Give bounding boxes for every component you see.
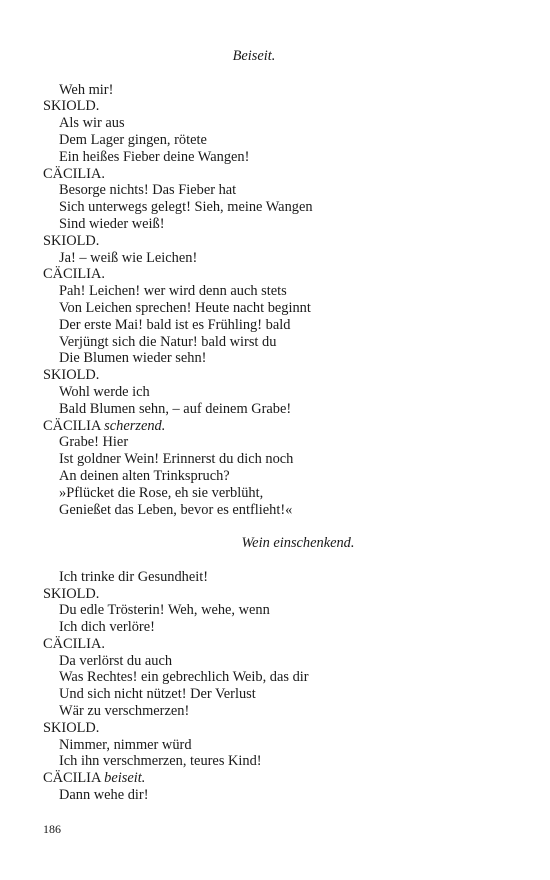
blank-line xyxy=(43,65,503,82)
verse-line: Ein heißes Fieber deine Wangen! xyxy=(59,148,250,165)
verse-line: Pah! Leichen! wer wird denn auch stets xyxy=(59,283,287,300)
stage-direction: Wein einschenkend. xyxy=(241,535,355,552)
verse-line: Weh mir! xyxy=(59,81,114,98)
speaker-label: CÄCILIA xyxy=(43,417,101,434)
verse-line: Als wir aus xyxy=(59,115,125,132)
speaker-label: CÄCILIA. xyxy=(43,266,105,283)
speaker-name xyxy=(43,266,503,283)
speaker-name xyxy=(43,166,503,183)
speaker-name xyxy=(43,98,503,115)
inline-stage-direction: scherzend. xyxy=(104,417,166,434)
verse-line: Sind wieder weiß! xyxy=(59,215,165,232)
verse-line: Besorge nichts! Das Fieber hat xyxy=(59,182,237,199)
verse-line: Bald Blumen sehn, – auf deinem Grabe! xyxy=(59,400,292,417)
speaker-name xyxy=(43,770,503,787)
verse-line: Ja! – weiß wie Leichen! xyxy=(59,249,198,266)
verse-line: Ist goldner Wein! Erinnerst du dich noch xyxy=(59,451,294,468)
stage-direction: Beiseit. xyxy=(232,48,276,64)
speaker-label: SKIOLD. xyxy=(43,719,100,736)
verse-line: Sich unterwegs gelegt! Sieh, meine Wangen xyxy=(59,199,313,216)
speaker-name xyxy=(43,720,503,737)
page-number: 186 xyxy=(43,822,61,836)
verse-line: Was Rechtes! ein gebrechlich Weib, das dir xyxy=(59,669,309,686)
verse-line: Der erste Mai! bald ist es Frühling! bald xyxy=(59,316,291,333)
play-text xyxy=(43,48,503,804)
speaker-name xyxy=(43,586,503,603)
verse-line: Ich trinke dir Gesundheit! xyxy=(59,568,209,585)
verse-line: Wär zu verschmerzen! xyxy=(59,703,190,720)
verse-line: Von Leichen sprechen! Heute nacht beginnt xyxy=(59,299,311,316)
verse-line: Und sich nicht nützet! Der Verlust xyxy=(59,686,256,703)
speaker-name xyxy=(43,636,503,653)
verse-line: Dem Lager gingen, rötete xyxy=(59,131,207,148)
speaker-name xyxy=(43,233,503,250)
verse-line: Du edle Trösterin! Weh, wehe, wenn xyxy=(59,602,270,619)
speaker-label: CÄCILIA. xyxy=(43,165,105,182)
speaker-label: SKIOLD. xyxy=(43,232,100,249)
verse-line: Verjüngt sich die Natur! bald wirst du xyxy=(59,333,277,350)
verse-line: Genießet das Leben, bevor es entflieht!« xyxy=(59,501,293,518)
speaker-label: SKIOLD. xyxy=(43,585,100,602)
inline-stage-direction: beiseit. xyxy=(104,770,146,787)
speaker-label: CÄCILIA. xyxy=(43,635,105,652)
verse-line: An deinen alten Trinkspruch? xyxy=(59,467,230,484)
blank-line xyxy=(43,518,503,535)
blank-line xyxy=(43,552,503,569)
verse-line: Ich ihn verschmerzen, teures Kind! xyxy=(59,753,262,770)
verse-line: Da verlörst du auch xyxy=(59,652,173,669)
verse-line: Wohl werde ich xyxy=(59,383,150,400)
verse-line: Ich dich verlöre! xyxy=(59,619,155,636)
speaker-name xyxy=(43,418,503,435)
speaker-label: SKIOLD. xyxy=(43,367,100,384)
speaker-label: CÄCILIA xyxy=(43,770,101,787)
verse-line: »Pflücket die Rose, eh sie verblüht, xyxy=(59,484,264,501)
verse-line: Dann wehe dir! xyxy=(59,787,149,804)
verse-line: Grabe! Hier xyxy=(59,434,129,451)
speaker-name xyxy=(43,367,503,384)
speaker-label: SKIOLD. xyxy=(43,98,100,115)
verse-line: Die Blumen wieder sehn! xyxy=(59,350,207,367)
verse-line: Nimmer, nimmer würd xyxy=(59,736,192,753)
